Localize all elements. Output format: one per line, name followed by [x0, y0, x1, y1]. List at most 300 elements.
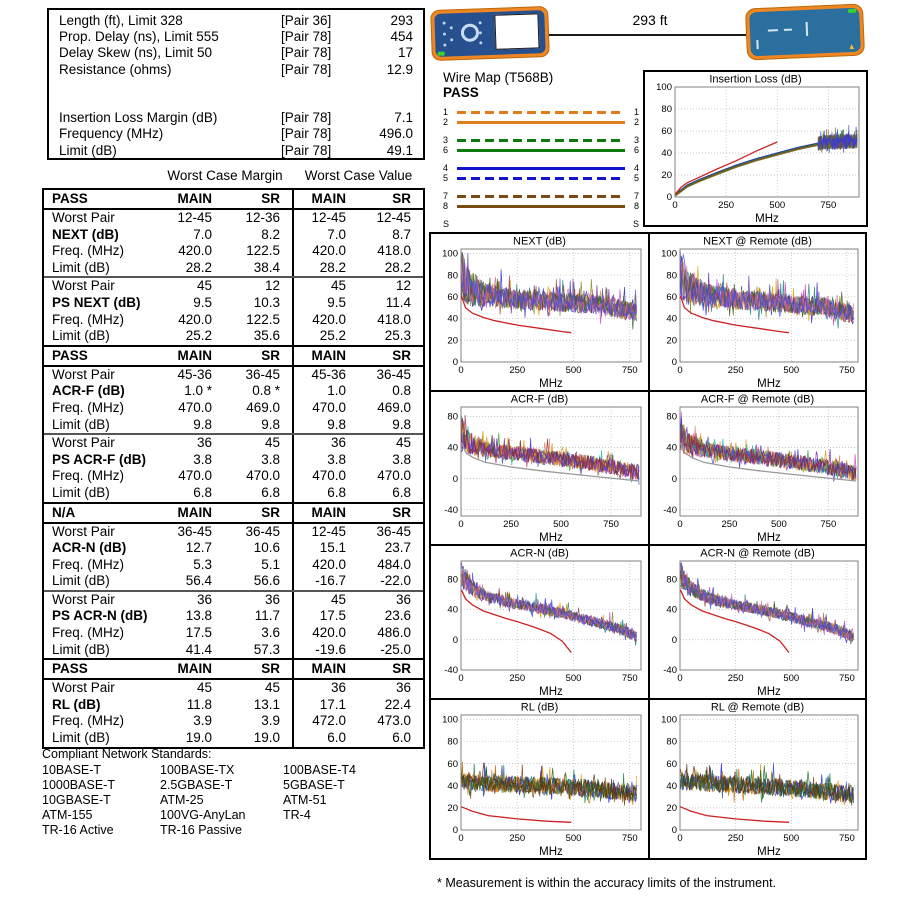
svg-text:40: 40 [447, 780, 458, 792]
row-value: 15.1 [292, 540, 358, 557]
row-label: Limit (dB) [52, 259, 110, 275]
svg-text:80: 80 [666, 736, 677, 748]
acrf-remote-plot [650, 392, 865, 544]
caption-spacer [42, 168, 158, 183]
row-value: 473.0 [377, 713, 411, 729]
svg-text:750: 750 [838, 673, 855, 684]
svg-text:0: 0 [666, 192, 672, 204]
row-value: 36-45 [376, 523, 411, 539]
row-value: 45 [292, 278, 358, 295]
summary-row: Delay Skew (ns), Limit 50 [Pair 78] 17 [59, 45, 413, 61]
svg-text:60: 60 [447, 758, 458, 770]
svg-text:MHz: MHz [757, 846, 781, 858]
row-value: MAIN [292, 347, 358, 365]
result-row [44, 452, 423, 469]
row-value: 13.1 [253, 696, 280, 712]
row-value: 11.8 [186, 696, 212, 712]
row-value: 36-45 [177, 523, 212, 539]
row-label: PS ACR-N (dB) [52, 608, 148, 624]
svg-text:500: 500 [553, 519, 569, 530]
keypad-dot-icon [443, 22, 446, 25]
svg-text:750: 750 [820, 519, 837, 530]
svg-text:250: 250 [503, 519, 519, 530]
row-value: 6.8 [193, 484, 212, 500]
svg-text:0: 0 [671, 634, 677, 646]
svg-text:500: 500 [783, 365, 800, 376]
row-value: MAIN [177, 661, 212, 677]
svg-text:40: 40 [666, 313, 677, 325]
row-value: 36 [196, 435, 212, 451]
results-captions [42, 168, 425, 183]
row-label: Freq. (MHz) [52, 625, 124, 641]
result-row [44, 658, 423, 680]
svg-text:40: 40 [666, 780, 677, 792]
row-value: 472.0 [292, 713, 358, 730]
chart-row [429, 390, 867, 546]
svg-text:500: 500 [565, 365, 582, 376]
svg-text:250: 250 [509, 833, 526, 844]
row-value: MAIN [177, 347, 212, 363]
svg-text:NEXT (dB): NEXT (dB) [513, 235, 566, 248]
result-row [44, 642, 423, 659]
standard-item: TR-16 Active [42, 823, 114, 837]
standard-item: 100BASE-TX [160, 763, 235, 777]
wire-line [457, 121, 625, 124]
row-value: 45 [292, 592, 358, 609]
svg-text:0: 0 [458, 519, 464, 530]
svg-text:ACR-F @ Remote (dB): ACR-F @ Remote (dB) [700, 393, 815, 406]
svg-text:ACR-N @ Remote (dB): ACR-N @ Remote (dB) [700, 547, 815, 560]
result-row [44, 260, 423, 277]
row-value: 3.8 [261, 451, 280, 467]
row-value: 1.0 * [184, 383, 212, 399]
row-value: 45 [196, 680, 212, 696]
caption-worst-case-value: Worst Case Value [304, 168, 413, 183]
svg-text:MHz: MHz [539, 378, 563, 390]
keypad-dot-icon [479, 31, 482, 34]
row-value: 7.0 [292, 227, 358, 244]
row-value: 19.0 [253, 730, 280, 746]
row-value: 9.8 [261, 416, 280, 432]
standard-item [283, 823, 413, 838]
row-value: MAIN [292, 660, 358, 678]
row-value: 36-45 [245, 366, 280, 382]
chart-row [429, 232, 867, 392]
main-unit-screen [494, 13, 539, 50]
row-value: 36-45 [245, 523, 280, 539]
row-value: 9.8 [193, 416, 212, 432]
row-value: 420.0 [292, 312, 358, 329]
row-value: 9.5 [292, 295, 358, 312]
row-value: 38.4 [253, 259, 280, 275]
standard-item: 100BASE-T4 [283, 763, 356, 777]
row-value: 23.6 [384, 608, 411, 624]
svg-text:500: 500 [565, 673, 582, 684]
summary-row: Limit (dB) [Pair 78] 49.1 [59, 142, 413, 158]
wire-map-row: 7 7 [443, 190, 639, 201]
chart-rl [431, 700, 648, 858]
chart-insertion-loss [643, 70, 868, 227]
row-value: MAIN [177, 191, 212, 206]
row-value: 36 [395, 680, 411, 696]
row-value: 36-45 [376, 366, 411, 382]
svg-text:0: 0 [677, 673, 683, 684]
row-value: 12-45 [292, 210, 358, 227]
svg-text:ACR-N (dB): ACR-N (dB) [510, 547, 569, 560]
standard-item: TR-16 Passive [160, 823, 242, 837]
wire-map-title: Wire Map (T568B) [443, 70, 554, 85]
svg-text:0: 0 [671, 473, 677, 485]
svg-text:750: 750 [838, 833, 855, 844]
result-row [44, 433, 423, 452]
result-row [44, 485, 423, 502]
svg-text:0: 0 [458, 833, 464, 844]
svg-text:250: 250 [509, 673, 526, 684]
svg-text:0: 0 [671, 357, 677, 369]
wire-line [457, 149, 625, 152]
result-row [44, 295, 423, 312]
wire-line [457, 177, 625, 180]
chart-grid [429, 232, 867, 860]
svg-text:40: 40 [447, 313, 458, 325]
tester-remote-unit [745, 3, 865, 60]
row-label: RL (dB) [52, 696, 101, 712]
row-value: 11.4 [385, 294, 411, 310]
svg-text:0: 0 [452, 357, 458, 369]
wire-map-row: 2 2 [443, 116, 639, 127]
svg-text:0: 0 [677, 833, 683, 844]
summary-row: Resistance (ohms) [Pair 78] 12.9 [59, 61, 413, 77]
row-label: Limit (dB) [52, 730, 110, 746]
row-value: 5.3 [193, 556, 212, 572]
keypad-dot-icon [450, 38, 453, 41]
next-plot [431, 234, 648, 390]
svg-text:500: 500 [783, 673, 800, 684]
row-label: PASS [52, 191, 88, 206]
keypad-dot-icon [443, 33, 446, 36]
chart-row [429, 544, 867, 700]
row-value: 469.0 [377, 399, 411, 415]
row-value: SR [392, 661, 411, 677]
row-value: 3.9 [193, 713, 212, 729]
result-row [44, 680, 423, 697]
row-value: 23.7 [384, 540, 411, 556]
row-value: 25.2 [292, 328, 358, 345]
chart-acrn [431, 546, 648, 698]
wire-map-row: 8 8 [443, 200, 639, 211]
remote-unit-faceplate [749, 8, 861, 57]
compliant-standards [42, 747, 413, 838]
row-value: SR [261, 661, 280, 677]
row-value: 484.0 [377, 556, 411, 572]
result-row [44, 468, 423, 485]
row-value: 486.0 [377, 625, 411, 641]
row-label: Limit (dB) [52, 416, 110, 432]
summary-table [47, 8, 425, 160]
row-value: 10.6 [253, 540, 280, 556]
remote-marking [756, 40, 758, 49]
svg-text:MHz: MHz [755, 213, 779, 225]
svg-text:20: 20 [661, 170, 672, 182]
result-row [44, 730, 423, 747]
footnote: * Measurement is within the accuracy limits of the instrument. [437, 876, 777, 890]
row-label: Worst Pair [52, 680, 115, 696]
row-label: PASS [52, 347, 88, 363]
row-value: 12 [264, 278, 280, 294]
svg-text:100: 100 [442, 248, 458, 260]
svg-text:-40: -40 [444, 504, 458, 516]
row-value: 56.6 [253, 573, 280, 589]
row-value: 5.1 [261, 556, 280, 572]
row-value: 420.0 [178, 311, 212, 327]
row-value: 22.4 [384, 696, 411, 712]
row-value: 36 [395, 591, 411, 607]
wire-map-shield-row: S S [443, 218, 639, 229]
svg-text:MHz: MHz [539, 846, 563, 858]
svg-text:-40: -40 [663, 504, 677, 516]
row-value: 8.2 [261, 226, 280, 242]
keypad-dot-icon [479, 21, 482, 24]
row-value: 12-45 [376, 210, 411, 225]
standard-item: 2.5GBASE-T [160, 778, 233, 792]
standard-item: TR-4 [283, 808, 311, 822]
svg-text:40: 40 [666, 604, 677, 616]
svg-text:500: 500 [769, 200, 786, 211]
svg-text:250: 250 [509, 365, 526, 376]
row-label: Freq. (MHz) [52, 243, 124, 259]
svg-text:20: 20 [447, 335, 458, 347]
row-value: 470.0 [178, 399, 212, 415]
svg-text:ACR-F (dB): ACR-F (dB) [510, 393, 569, 406]
row-label: N/A [52, 504, 76, 520]
standard-item: 10BASE-T [42, 763, 102, 777]
cable-link-line [549, 34, 746, 36]
row-value: 11.7 [254, 608, 280, 624]
result-row [44, 417, 423, 434]
result-row [44, 697, 423, 714]
svg-text:0: 0 [677, 519, 683, 530]
svg-text:100: 100 [661, 248, 677, 260]
results-table [42, 188, 425, 749]
warning-triangle-icon: ▲ [847, 41, 856, 52]
row-value: 420.0 [292, 243, 358, 260]
standards-grid [42, 763, 413, 838]
row-value: 28.2 [384, 259, 411, 275]
standards-title: Compliant Network Standards: [42, 747, 212, 761]
result-row [44, 243, 423, 260]
svg-text:750: 750 [838, 365, 855, 376]
row-value: 122.5 [246, 243, 280, 259]
row-label: Limit (dB) [52, 573, 110, 589]
wire-line [457, 139, 625, 142]
row-value: 45 [196, 278, 212, 294]
row-value: 45-36 [292, 367, 358, 384]
row-value: 470.0 [178, 468, 212, 484]
row-label: Worst Pair [52, 210, 115, 225]
result-row [44, 540, 423, 557]
row-value: SR [392, 504, 411, 520]
row-value: 17.5 [292, 608, 358, 625]
svg-text:MHz: MHz [539, 686, 563, 698]
svg-text:750: 750 [621, 833, 638, 844]
standard-item: 100VG-AnyLan [160, 808, 246, 822]
wire-map-row: 6 6 [443, 144, 639, 155]
result-row [44, 557, 423, 574]
result-row [44, 502, 423, 524]
row-value: 420.0 [178, 243, 212, 259]
row-value: 470.0 [292, 400, 358, 417]
row-value: -16.7 [292, 573, 358, 590]
row-value: 41.4 [185, 641, 212, 657]
svg-text:MHz: MHz [539, 532, 563, 544]
result-row [44, 367, 423, 384]
standard-item: 10GBASE-T [42, 793, 111, 807]
result-row [44, 328, 423, 345]
row-value: 3.9 [261, 713, 280, 729]
svg-text:100: 100 [442, 714, 458, 726]
chart-row [429, 698, 867, 860]
standard-item: ATM-25 [160, 793, 204, 807]
wire-line [457, 205, 625, 208]
row-value: 25.2 [185, 328, 212, 344]
standard-item: ATM-155 [42, 808, 93, 822]
row-value: 19.0 [185, 730, 212, 746]
svg-text:250: 250 [727, 365, 744, 376]
row-value: 469.0 [246, 399, 280, 415]
row-value: SR [392, 191, 411, 206]
svg-text:0: 0 [677, 365, 683, 376]
row-label: Limit (dB) [52, 641, 110, 657]
svg-text:250: 250 [727, 673, 744, 684]
svg-text:-40: -40 [444, 665, 458, 677]
result-row [44, 608, 423, 625]
svg-text:250: 250 [727, 833, 744, 844]
row-value: 10.3 [253, 294, 280, 310]
result-row [44, 227, 423, 244]
row-value: SR [261, 504, 280, 520]
row-value: MAIN [292, 190, 358, 208]
row-label: Freq. (MHz) [52, 556, 124, 572]
main-unit-led [438, 52, 445, 56]
svg-text:20: 20 [666, 335, 677, 347]
svg-text:80: 80 [666, 270, 677, 282]
row-value: 35.6 [253, 328, 280, 344]
wire-map-panel [443, 70, 639, 229]
summary-row [49, 78, 423, 94]
keypad-dot-icon [450, 26, 453, 29]
svg-text:80: 80 [666, 574, 677, 586]
row-value: MAIN [177, 504, 212, 520]
chart-next [431, 234, 648, 390]
row-value: 12 [395, 278, 411, 294]
next-remote-plot [650, 234, 865, 390]
row-value: 12-45 [292, 524, 358, 541]
svg-text:60: 60 [666, 758, 677, 770]
standard-item: ATM-51 [283, 793, 327, 807]
row-value: 8.7 [392, 226, 411, 242]
row-value: 6.0 [392, 730, 411, 746]
row-value: SR [261, 191, 280, 206]
wire-map-row: 1 1 [443, 106, 639, 117]
svg-text:40: 40 [661, 148, 672, 160]
svg-text:80: 80 [447, 270, 458, 282]
row-label: ACR-F (dB) [52, 383, 125, 399]
acrf-plot [431, 392, 648, 544]
row-value: 3.8 [392, 451, 411, 467]
svg-text:500: 500 [783, 833, 800, 844]
row-value: 0.8 * [252, 383, 280, 399]
row-value: 1.0 [292, 383, 358, 400]
svg-text:-40: -40 [663, 665, 677, 677]
row-value: -19.6 [292, 642, 358, 659]
wire-line [457, 111, 625, 114]
rl-plot [431, 700, 648, 858]
svg-text:100: 100 [661, 714, 677, 726]
row-value: 28.2 [185, 259, 212, 275]
wire-map-row: 3 3 [443, 134, 639, 145]
summary-row: Length (ft), Limit 328 [Pair 36] 293 [59, 13, 413, 28]
svg-text:60: 60 [447, 292, 458, 304]
row-value: 122.5 [246, 311, 280, 327]
row-value: 9.8 [392, 416, 411, 432]
svg-text:750: 750 [621, 365, 638, 376]
row-value: 28.2 [292, 260, 358, 277]
row-value: 36 [292, 435, 358, 452]
svg-text:80: 80 [447, 574, 458, 586]
row-value: 6.8 [261, 484, 280, 500]
summary-row: Frequency (MHz) [Pair 78] 496.0 [59, 126, 413, 142]
chart-acrn-remote [648, 546, 865, 698]
summary-row [49, 94, 423, 110]
wire-line [457, 167, 625, 170]
row-value: 57.3 [253, 641, 280, 657]
result-row [44, 210, 423, 227]
result-row [44, 625, 423, 642]
summary-row: Prop. Delay (ns), Limit 555 [Pair 78] 454 [59, 29, 413, 45]
standard-item: 5GBASE-T [283, 778, 345, 792]
row-label: Limit (dB) [52, 484, 110, 500]
result-row [44, 590, 423, 609]
row-value: 45 [395, 435, 411, 451]
wire-line [457, 195, 625, 198]
chart-acrf-remote [648, 392, 865, 544]
row-value: 470.0 [377, 468, 411, 484]
svg-text:80: 80 [661, 104, 672, 116]
svg-text:100: 100 [656, 82, 672, 94]
chart-acrf [431, 392, 648, 544]
row-value: 420.0 [292, 625, 358, 642]
row-value: 36 [196, 591, 212, 607]
row-label: Worst Pair [52, 523, 115, 539]
row-value: 3.6 [261, 625, 280, 641]
svg-text:0: 0 [452, 473, 458, 485]
result-row [44, 312, 423, 329]
row-label: Worst Pair [52, 591, 115, 607]
row-label: Worst Pair [52, 435, 115, 451]
svg-text:750: 750 [603, 519, 619, 530]
svg-text:60: 60 [661, 126, 672, 138]
svg-text:MHz: MHz [757, 532, 781, 544]
rl-remote-plot [650, 700, 865, 858]
svg-text:20: 20 [447, 803, 458, 815]
row-label: Limit (dB) [52, 328, 110, 344]
svg-text:750: 750 [621, 673, 638, 684]
row-value: 420.0 [292, 557, 358, 574]
wire-map-row: 4 4 [443, 162, 639, 173]
row-value: 36 [292, 680, 358, 697]
svg-text:RL (dB): RL (dB) [520, 701, 559, 714]
insertion-loss-plot [645, 72, 866, 225]
